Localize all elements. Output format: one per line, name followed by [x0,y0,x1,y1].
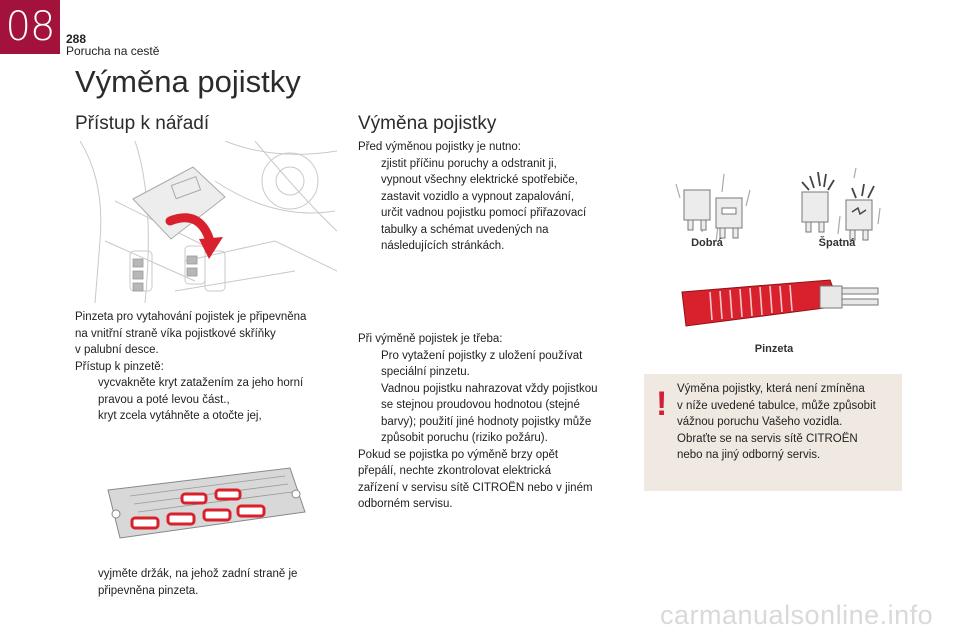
fuse-checklist [358,139,628,255]
bullet-item [358,189,628,206]
page-title: Výměna pojistky [75,64,301,99]
text-line: zastavit vozidlo a vypnout zapalování, [381,190,575,203]
dashboard-illustration [75,141,337,303]
bullet-item [75,375,345,408]
text-line: připevněna pinzeta. [98,584,199,597]
text-line: se stejnou proudovou hodnotou (stejné [381,399,580,411]
fuse-holder-illustration [100,460,310,544]
text-line: v níže uvedené tabulce, může způsobit [677,399,876,412]
tools-heading: Přístup k nářadí [75,113,210,134]
text-line: pravou a poté levou část., [98,393,230,406]
bullet-item [75,408,345,425]
blown-fuse-caption: Špatná [818,237,856,249]
text-line: v palubní desce. [75,344,159,356]
watermark: carmanualsonline.info [660,600,934,630]
fuse-tweezers-illustration [680,276,884,330]
text-line: Přístup k pinzetě: [75,360,164,373]
text-line: přepálí, nechte zkontrolovat elektrická [358,465,552,477]
tools-bottom-bullet [75,566,345,599]
text-line: Vadnou pojistku nahrazovat vždy pojistkou [381,382,598,395]
text-line: vypnout všechny elektrické spotřebiče, [381,174,578,186]
text-line: vážnou poruchu Vašeho vozidla. [677,416,843,428]
fuse-heading: Výměna pojistky [358,113,497,134]
text-line: zařízení v servisu sítě CITROËN nebo v jiném [358,481,593,494]
section-name: Porucha na cestě [66,44,160,58]
bullet-item [358,205,628,255]
text-line: Před výměnou pojistky je nutno: [358,141,522,153]
tools-intro [75,309,345,425]
blown-fuse-illustration [794,168,886,248]
text-line: Pro vytažení pojistky z uložení používat [381,349,583,362]
text-line: Výměna pojistky, která není zmíněna [677,383,865,395]
good-fuse-caption: Dobrá [691,237,723,249]
tweezers-caption: Pinzeta [754,343,794,355]
text-line: speciální pinzetu. [381,366,470,378]
good-fuse-illustration [666,168,758,248]
text-line: vycvakněte kryt zatažením za jeho horní [98,377,304,389]
text-line: Obraťte se na servis sítě CITROËN [677,432,858,445]
bullet-item [358,172,628,189]
text-line: následujících stránkách. [381,240,505,252]
bullet-item [358,156,628,173]
text-line: Při výměně pojistek je třeba: [358,333,503,345]
text-line: nebo na jiný odborný servis. [677,449,821,461]
text-line: způsobit poruchu (riziko požáru). [381,432,548,444]
bullet-item [358,348,633,381]
bullet-item [358,381,633,447]
text-line: vyjměte držák, na jehož zadní straně je [98,568,298,580]
text-line: tabulky a schémat uvedených na [381,223,549,236]
text-line: určit vadnou pojistku pomocí přiřazovací [381,207,587,219]
warning-text [677,381,895,464]
fuse-replacement-rules [358,331,633,513]
warning-icon: ! [656,385,668,423]
text-line: Pokud se pojistka po výměně brzy opět [358,448,559,461]
text-line: Pinzeta pro vytahování pojistek je připevněna [75,311,307,323]
text-line: odborném servisu. [358,498,453,510]
text-line: kryt zcela vytáhněte a otočte jej, [98,410,262,422]
warning-box [644,374,902,491]
text-line: barvy); použití jiné hodnoty pojistky může [381,415,592,428]
chapter-tab: 08 [0,0,60,54]
text-line: na vnitřní straně víka pojistkové skříňky [75,327,276,340]
text-line: zjistit příčinu poruchy a odstranit ji, [381,157,557,170]
bullet-item [75,566,345,599]
page-number: 288 [66,32,87,46]
